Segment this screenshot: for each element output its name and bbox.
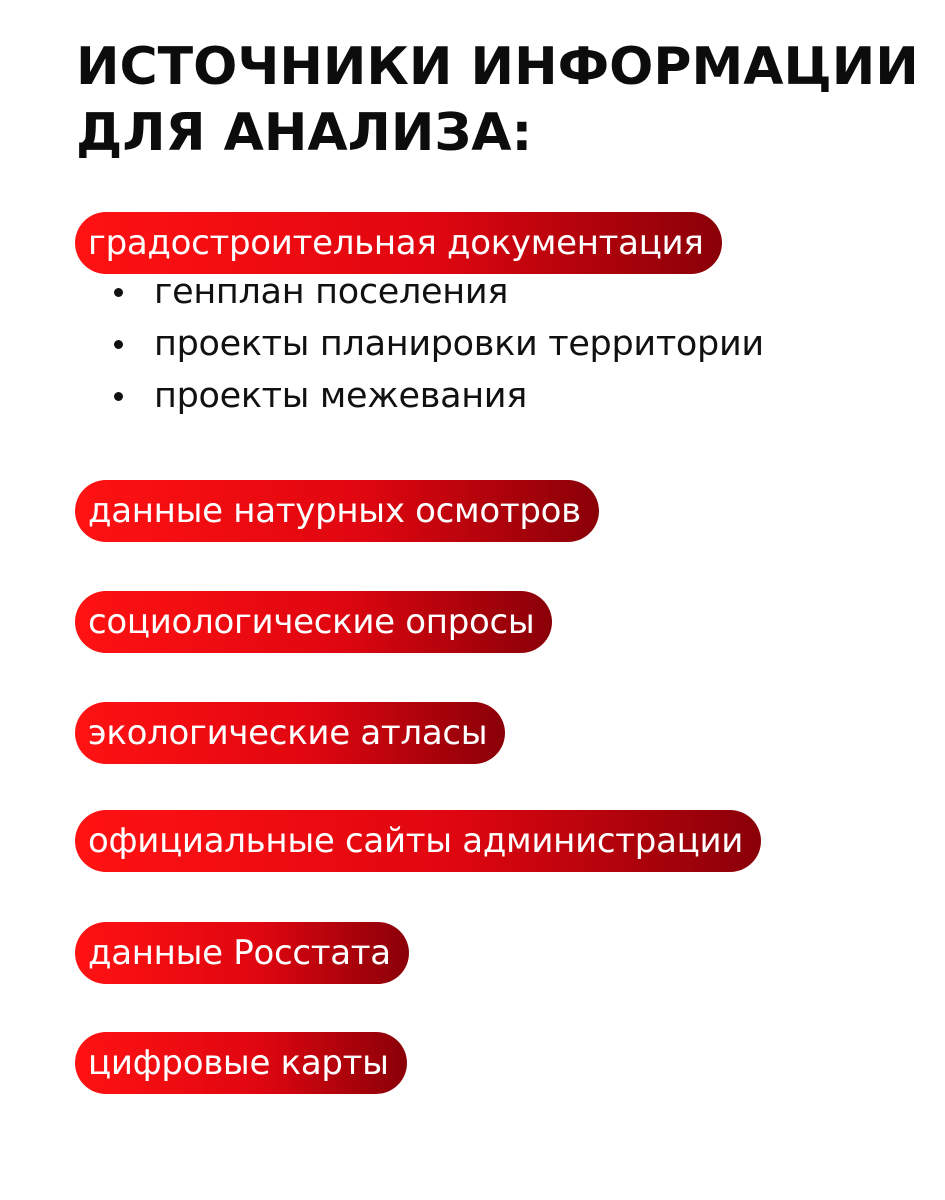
list-item (110, 318, 764, 370)
bullet-dot-icon (114, 288, 123, 297)
list-item (110, 370, 764, 422)
source-pill-urban-planning-documentation: градостроительная документация (75, 212, 722, 274)
source-pill-field-survey-data: данные натурных осмотров (75, 480, 599, 542)
list-item-label: генплан поселения (154, 272, 509, 312)
bullet-dot-icon (114, 340, 123, 349)
page-title-line-1: ИСТОЧНИКИ ИНФОРМАЦИИ (76, 37, 919, 97)
list-item-label: проекты планировки территории (154, 324, 764, 364)
urban-planning-documentation-list (110, 266, 764, 422)
page-title (76, 34, 919, 166)
list-item (110, 266, 764, 318)
page-title-line-2: ДЛЯ АНАЛИЗА: (76, 103, 533, 163)
source-pill-ecological-atlases: экологические атласы (75, 702, 505, 764)
source-pill-sociological-surveys: социологические опросы (75, 591, 552, 653)
bullet-dot-icon (114, 392, 123, 401)
source-pill-official-administration-websites: официальные сайты администрации (75, 810, 761, 872)
source-pill-digital-maps: цифровые карты (75, 1032, 407, 1094)
list-item-label: проекты межевания (154, 376, 527, 416)
source-pill-rosstat-data: данные Росстата (75, 922, 409, 984)
